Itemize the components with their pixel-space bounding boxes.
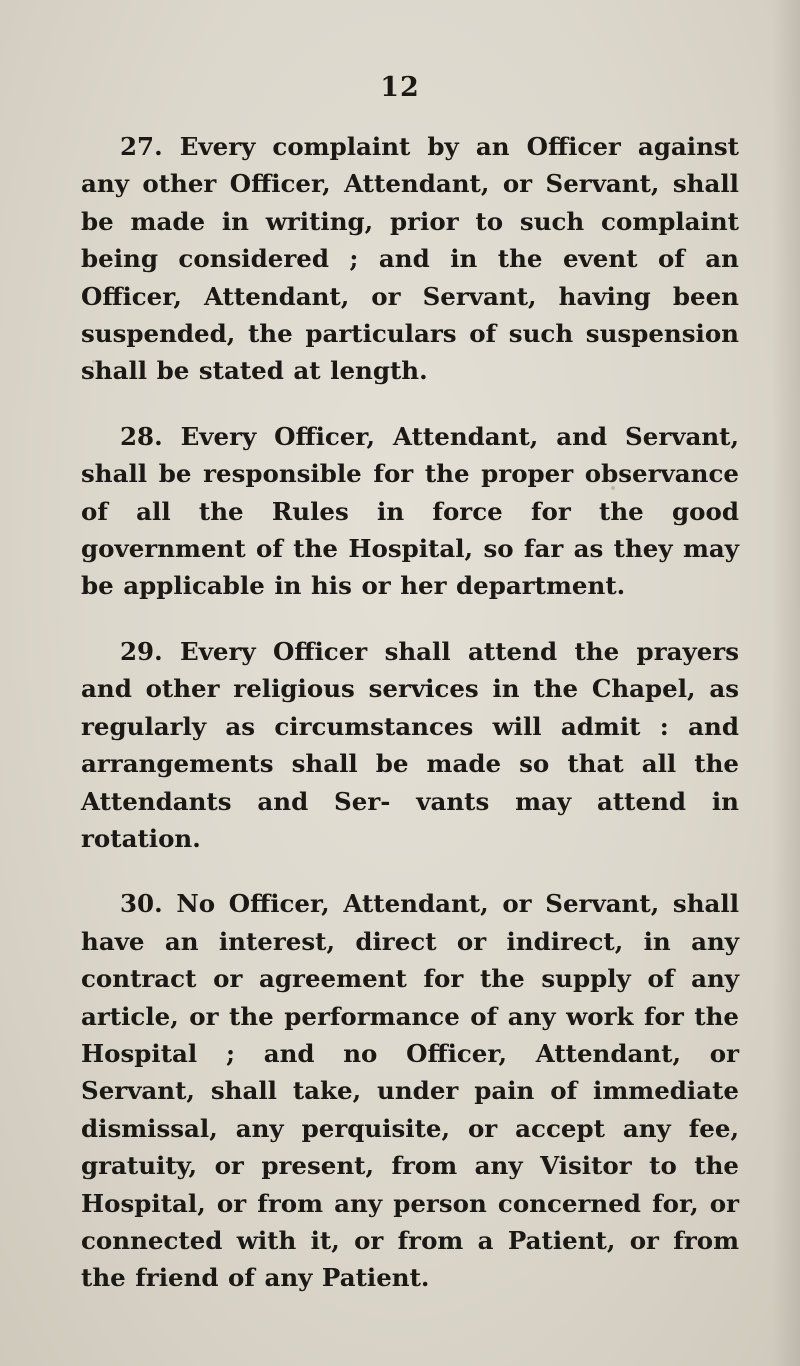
document-body bbox=[81, 128, 739, 1325]
rule-number: 30. bbox=[120, 889, 163, 919]
rule-text: Every Officer, Attendant, and Servant, shall be responsible for the proper observance of all the Rules in force for the good government of the Hospital, so far as they may be applicable in his or her department. bbox=[81, 421, 739, 601]
rule-number: 27. bbox=[120, 132, 163, 161]
rule-text: Every Officer shall attend the prayers and other religious services in the Chapel, as regularly as circumstances will admit : and arrangements shall be made so that all the Attendants and Ser- vants may attend in rotation. bbox=[81, 636, 739, 853]
rule-paragraph-30 bbox=[81, 885, 739, 1296]
rule-text: No Officer, Attendant, or Servant, shall have an interest, direct or indirect, in any contract or agreement for the supply of any article, or the performance of any work for the Hospital ; and no Officer, Attendant, or Servant, shall take, under pain of immediate dismissal, any perquisite, or accept any fee, gratuity, or present, from any Visitor to the Hospital, or from any person concerned for, or connected with it, or from a Patient, or from the friend of any Patient. bbox=[81, 889, 740, 1293]
rule-paragraph-29 bbox=[81, 633, 739, 857]
rule-paragraph-28 bbox=[81, 418, 739, 605]
page-number: 12 bbox=[380, 72, 420, 103]
rule-text: Every complaint by an Officer against any other Officer, Attendant, or Servant, shall be made in writing, prior to such complaint being considered ; and in the event of an Officer, Attendant, or Servant, having been suspended, the particulars of such suspension shall be stated at length. bbox=[81, 132, 739, 386]
rule-number: 29. bbox=[120, 636, 163, 666]
rule-paragraph-27 bbox=[81, 128, 739, 390]
rule-number: 28. bbox=[120, 421, 163, 451]
page-edge-shadow bbox=[772, 0, 800, 1366]
